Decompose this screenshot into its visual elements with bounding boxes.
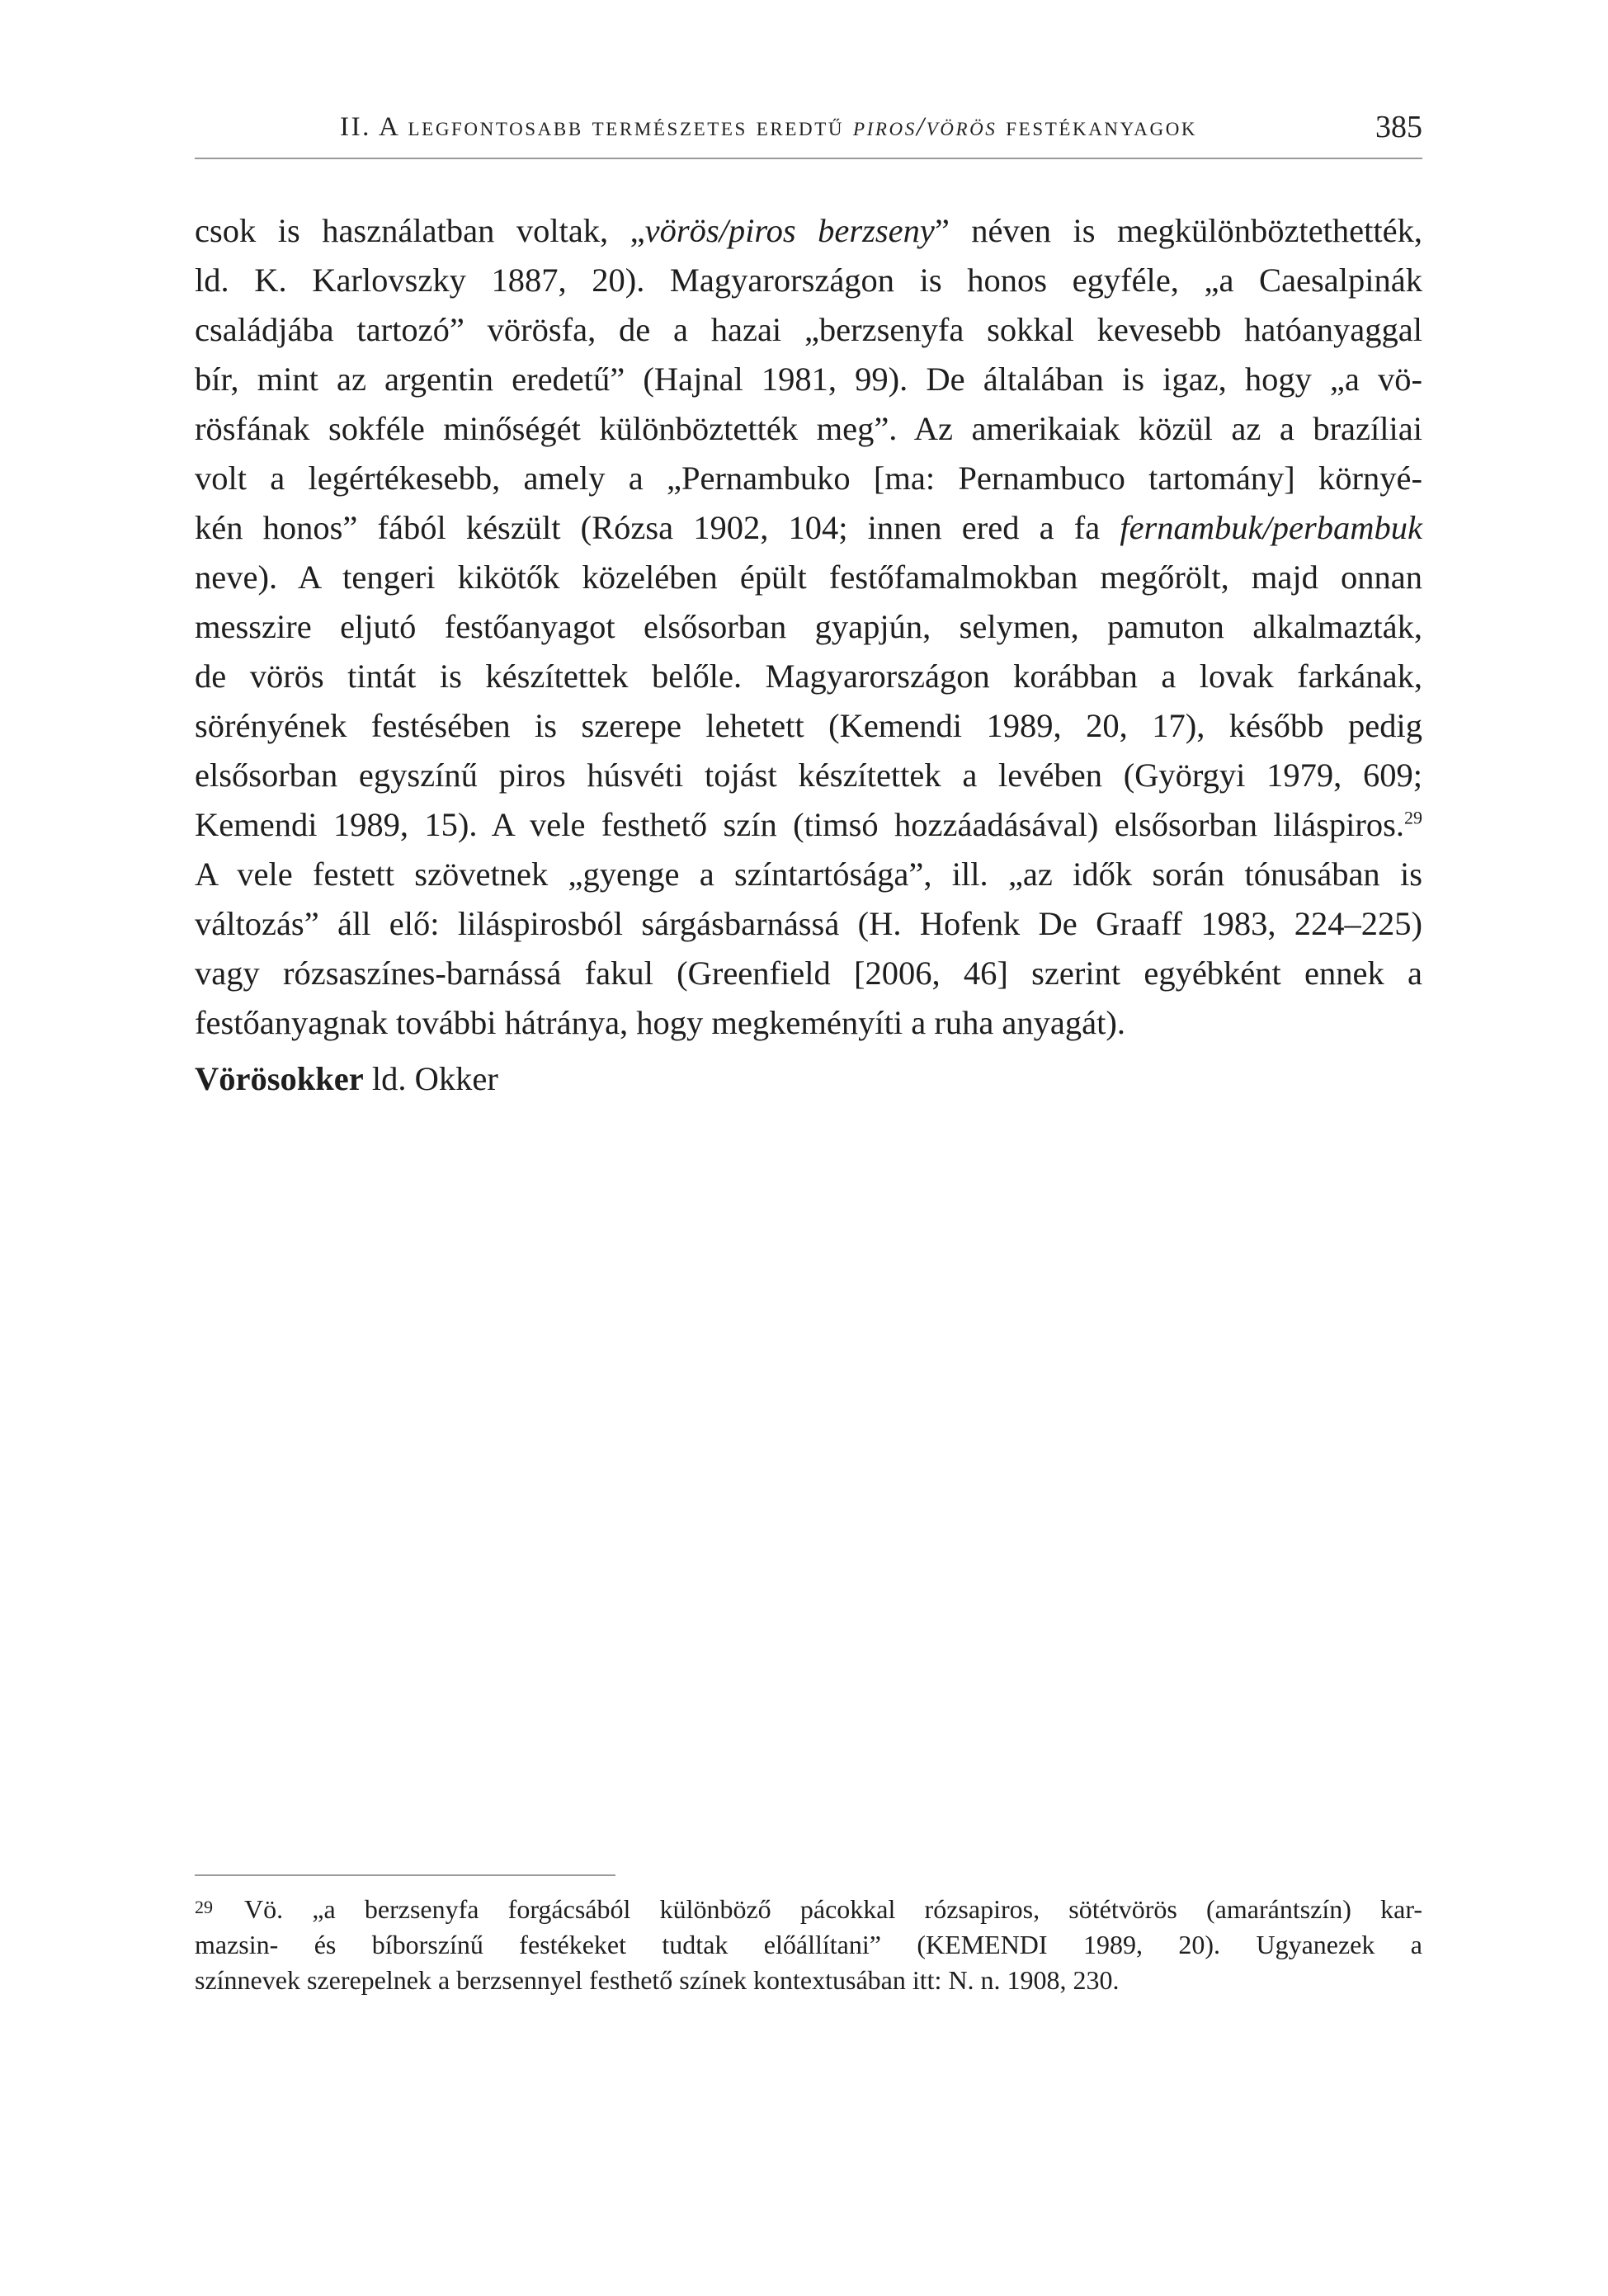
page-number: 385	[1375, 110, 1422, 144]
body-line-text: A vele festett szövetnek „gyenge a színtartósága”, ill. „az idők során tónusában is	[195, 856, 1422, 893]
body-line	[195, 206, 1422, 256]
dictionary-entry	[195, 1054, 498, 1104]
body-line	[195, 256, 1422, 305]
body-line	[195, 751, 1422, 800]
body-line-text: változás” áll elő: liláspirosból sárgásbarnássá (H. Hofenk De Graaff 1983, 224–225)	[195, 905, 1422, 942]
footnote-reference[interactable]: 29	[1404, 807, 1422, 828]
body-line-text: kén honos” fából készült (Rózsa 1902, 104; innen ered a fa	[195, 509, 1120, 546]
running-title-prefix: II. A legfontosabb természetes eredtű	[340, 112, 853, 142]
body-line-text-after: ” néven is megkülönböztethették,	[934, 212, 1422, 249]
body-line-text: Kemendi 1989, 15). A vele festhető szín (timsó hozzáadásával) elsősorban liláspiros.	[195, 806, 1404, 843]
footnote-line: Vö. „a berzsenyfa forgácsából különböző pácokkal rózsapiros, sötétvörös (amarántszín) kar-	[244, 1894, 1422, 1924]
body-line	[195, 899, 1422, 949]
body-line	[195, 404, 1422, 454]
body-line	[195, 602, 1422, 652]
footnote-line: mazsin- és bíborszínű festékeket tudtak előállítani” (KEMENDI 1989, 20). Ugyanezek a	[195, 1930, 1422, 1959]
body-line	[195, 850, 1422, 899]
body-line	[195, 355, 1422, 404]
body-line-text: de vörös tintát is készítettek belőle. Magyarországon korábban a lovak farkának,	[195, 658, 1422, 695]
footnote-number: 29	[195, 1897, 213, 1917]
body-line-text: bír, mint az argentin eredetű” (Hajnal 1981, 99). De általában is igaz, hogy „a vö-	[195, 361, 1422, 398]
body-line-text: családjába tartozó” vörösfa, de a hazai „berzsenyfa sokkal kevesebb hatóanyaggal	[195, 311, 1422, 348]
body-line-italic: fernambuk/perbambuk	[1120, 509, 1422, 546]
body-line-text: sörényének festésében is szerepe lehetett (Kemendi 1989, 20, 17), később pedig	[195, 707, 1422, 744]
body-line	[195, 305, 1422, 355]
footnote-line: színnevek szerepelnek a berzsennyel festhető színek kontextusában itt: N. n. 1908, 230.	[195, 1965, 1120, 1995]
body-line-text: csok is használatban voltak, „	[195, 212, 645, 249]
entry-cross-reference: ld. Okker	[363, 1060, 498, 1097]
body-line	[195, 949, 1422, 998]
entry-headword: Vörösokker	[195, 1060, 364, 1097]
body-line-text: elsősorban egyszínű piros húsvéti tojást készítettek a levében (Györgyi 1979, 609;	[195, 757, 1422, 794]
body-line	[195, 454, 1422, 503]
body-line-text: volt a legértékesebb, amely a „Pernambuko [ma: Pernambuco tartomány] környé-	[195, 460, 1422, 497]
body-line	[195, 553, 1422, 602]
body-line-text: ld. K. Karlovszky 1887, 20). Magyarországon is honos egyféle, „a Caesalpinák	[195, 262, 1422, 299]
footnote-divider	[195, 1874, 615, 1876]
running-title-italic: piros/vörös	[852, 112, 997, 142]
body-line	[195, 701, 1422, 751]
body-line	[195, 503, 1422, 553]
body-line-text: messzire eljutó festőanyagot elsősorban gyapjún, selymen, pamuton alkalmazták,	[195, 608, 1422, 645]
body-line	[195, 652, 1422, 701]
body-line-text: rösfának sokféle minőségét különböztették meg”. Az amerikaiak közül az a brazíliai	[195, 410, 1422, 447]
body-line	[195, 998, 1422, 1048]
body-line-text: festőanyagnak további hátránya, hogy megkeményíti a ruha anyagát).	[195, 1004, 1125, 1041]
running-title	[340, 112, 1197, 143]
body-line	[195, 800, 1422, 850]
body-line-italic: vörös/piros berzseny	[644, 212, 935, 249]
running-head	[195, 106, 1422, 155]
body-line-text: neve). A tengeri kikötők közelében épült festőfamalmokban megőrölt, majd onnan	[195, 559, 1422, 596]
body-paragraph	[195, 206, 1422, 1048]
running-title-suffix: festékanyagok	[997, 112, 1198, 142]
body-line-text: vagy rózsaszínes-barnássá fakul (Greenfield [2006, 46] szerint egyébként ennek a	[195, 955, 1422, 992]
header-divider	[195, 158, 1422, 159]
